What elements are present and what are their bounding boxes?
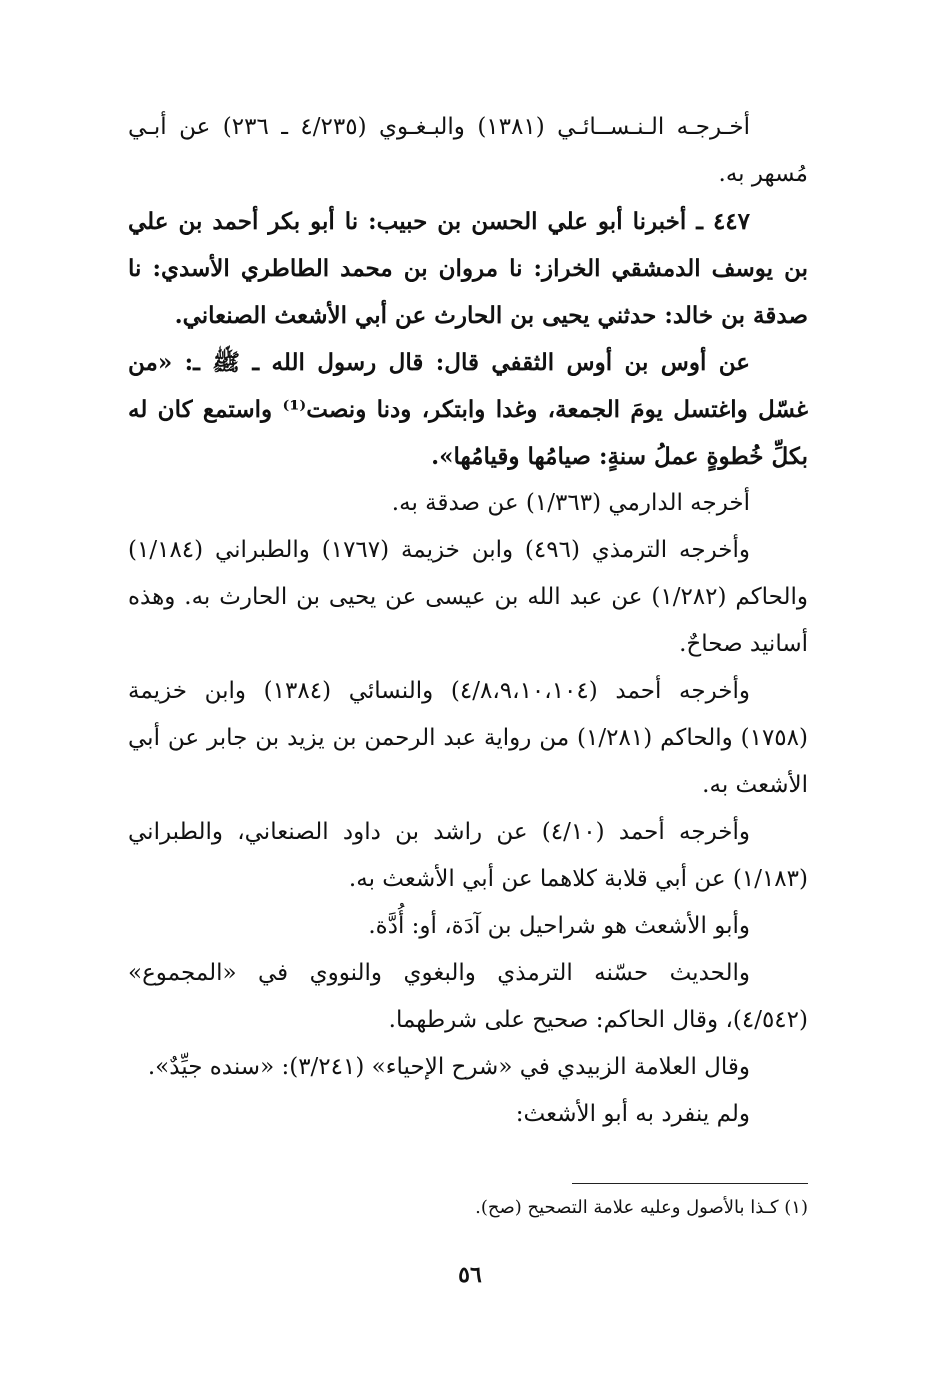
paragraph-continuation: ولم ينفرد به أبو الأشعث: <box>515 1101 750 1127</box>
paragraph-zabidi: وقال العلامة الزبيدي في «شرح الإحياء» (٣/٢٤١): «سنده جيِّدٌ». <box>147 1054 750 1080</box>
paragraph-takhrij-nasai: أخـرجـه الـنـســائـي (١٣٨١) والبـغـوي (٤/٢٣٥ ـ ٢٣٦) عن أبـي مُسهر به. <box>128 114 808 187</box>
paragraph-takhrij-tirmidhi: وأخرجه الترمذي (٤٩٦) وابن خزيمة (١٧٦٧) والطبراني (١/١٨٤) والحاكم (١/٢٨٢) عن عبد الله بن عيسى عن يحيى بن الحارث به. وهذه أسانيد صحاحٌ. <box>128 537 809 657</box>
footnote-divider <box>572 1183 808 1184</box>
footnote: (١) كـذا بالأصول وعليه علامة التصحيح (صح). <box>475 1197 808 1218</box>
main-text <box>128 104 808 1138</box>
paragraph-takhrij-ahmad-2: وأخرجه أحمد (٤/١٠) عن راشد بن داود الصنعاني، والطبراني (١/١٨٣) عن أبي قلابة كلاهما عن أبي الأشعث به. <box>128 819 808 892</box>
paragraph-narrator-name: وأبو الأشعث هو شراحيل بن آدَة، أو: أُدَّة. <box>368 913 750 939</box>
paragraph-hadith-isnad: ٤٤٧ ـ أخبرنا أبو علي الحسن بن حبيب: نا أبو بكر أحمد بن علي بن يوسف الدمشقي الخراز: نا مروان بن محمد الطاطري الأسدي: نا صدقة بن خالد: حدثني يحيى بن الحارث عن أبي الأشعث الصنعاني. <box>128 208 808 329</box>
paragraph-takhrij-darimi: أخرجه الدارمي (١/٣٦٣) عن صدقة به. <box>391 490 750 516</box>
paragraph-grading: والحديث حسّنه الترمذي والبغوي والنووي في «المجموع» (٤/٥٤٢)، وقال الحاكم: صحيح على شرطهما. <box>128 960 808 1033</box>
paragraph-hadith-matn: عن أوس بن أوس الثقفي قال: قال رسول الله ـ ﷺ ـ: «من غسّل واغتسل يومَ الجمعة، وغدا وابتكر، ودنا ونصت⁽¹⁾ واستمع كان له بكلِّ خُطوةٍ عملُ سنةٍ: صيامُها وقيامُها». <box>128 349 809 470</box>
page-number: ٥٦ <box>458 1262 482 1288</box>
paragraph-takhrij-ahmad: وأخرجه أحمد (٤/٨،٩،١٠،١٠٤) والنسائي (١٣٨٤) وابن خزيمة (١٧٥٨) والحاكم (١/٢٨١) من رواية عبد الرحمن بن يزيد بن جابر عن أبي الأشعث به. <box>128 678 808 798</box>
